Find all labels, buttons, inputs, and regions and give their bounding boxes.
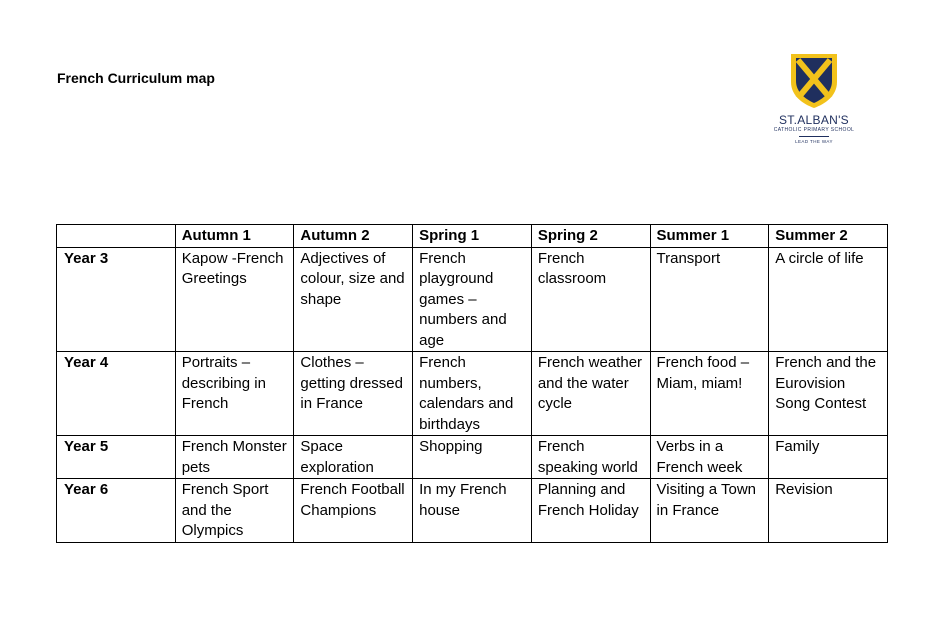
row-label-year-6: Year 6 bbox=[57, 479, 176, 543]
table-cell: Kapow -French Greetings bbox=[175, 247, 294, 352]
table-cell: In my French house bbox=[413, 479, 532, 543]
row-label-year-4: Year 4 bbox=[57, 352, 176, 436]
table-cell: Visiting a Town in France bbox=[650, 479, 769, 543]
table-cell: French and the Eurovision Song Contest bbox=[769, 352, 888, 436]
table-cell: Transport bbox=[650, 247, 769, 352]
table-cell: French Sport and the Olympics bbox=[175, 479, 294, 543]
row-label-year-5: Year 5 bbox=[57, 436, 176, 479]
document-title: French Curriculum map bbox=[57, 70, 215, 86]
table-cell: French classroom bbox=[531, 247, 650, 352]
table-cell: Clothes – getting dressed in France bbox=[294, 352, 413, 436]
header-cell-summer-2: Summer 2 bbox=[769, 225, 888, 248]
row-label-year-3: Year 3 bbox=[57, 247, 176, 352]
table-row bbox=[57, 247, 888, 352]
header-cell-spring-2: Spring 2 bbox=[531, 225, 650, 248]
logo-divider bbox=[799, 136, 829, 137]
table-cell: French weather and the water cycle bbox=[531, 352, 650, 436]
logo-subtitle: CATHOLIC PRIMARY SCHOOL bbox=[773, 127, 855, 133]
header-cell-empty bbox=[57, 225, 176, 248]
table-cell: A circle of life bbox=[769, 247, 888, 352]
table-cell: French speaking world bbox=[531, 436, 650, 479]
table-cell: French Football Champions bbox=[294, 479, 413, 543]
table-row bbox=[57, 352, 888, 436]
table-cell: Shopping bbox=[413, 436, 532, 479]
table-cell: French playground games – numbers and age bbox=[413, 247, 532, 352]
table-cell: French food – Miam, miam! bbox=[650, 352, 769, 436]
table-cell: Space exploration bbox=[294, 436, 413, 479]
shield-saltire-icon bbox=[789, 52, 839, 110]
table-header-row bbox=[57, 225, 888, 248]
table-cell: Portraits – describing in French bbox=[175, 352, 294, 436]
header-cell-summer-1: Summer 1 bbox=[650, 225, 769, 248]
school-logo bbox=[768, 52, 860, 152]
table-cell: Family bbox=[769, 436, 888, 479]
header-cell-spring-1: Spring 1 bbox=[413, 225, 532, 248]
table-cell: French numbers, calendars and birthdays bbox=[413, 352, 532, 436]
logo-motto: LEAD THE WAY bbox=[795, 139, 833, 144]
table-cell: Planning and French Holiday bbox=[531, 479, 650, 543]
table-cell: Revision bbox=[769, 479, 888, 543]
logo-school-name: ST.ALBAN'S bbox=[779, 113, 849, 127]
header-cell-autumn-1: Autumn 1 bbox=[175, 225, 294, 248]
header-cell-autumn-2: Autumn 2 bbox=[294, 225, 413, 248]
curriculum-table bbox=[56, 224, 888, 543]
table-row bbox=[57, 479, 888, 543]
table-cell: Adjectives of colour, size and shape bbox=[294, 247, 413, 352]
table-cell: Verbs in a French week bbox=[650, 436, 769, 479]
table-row bbox=[57, 436, 888, 479]
table-cell: French Monster pets bbox=[175, 436, 294, 479]
